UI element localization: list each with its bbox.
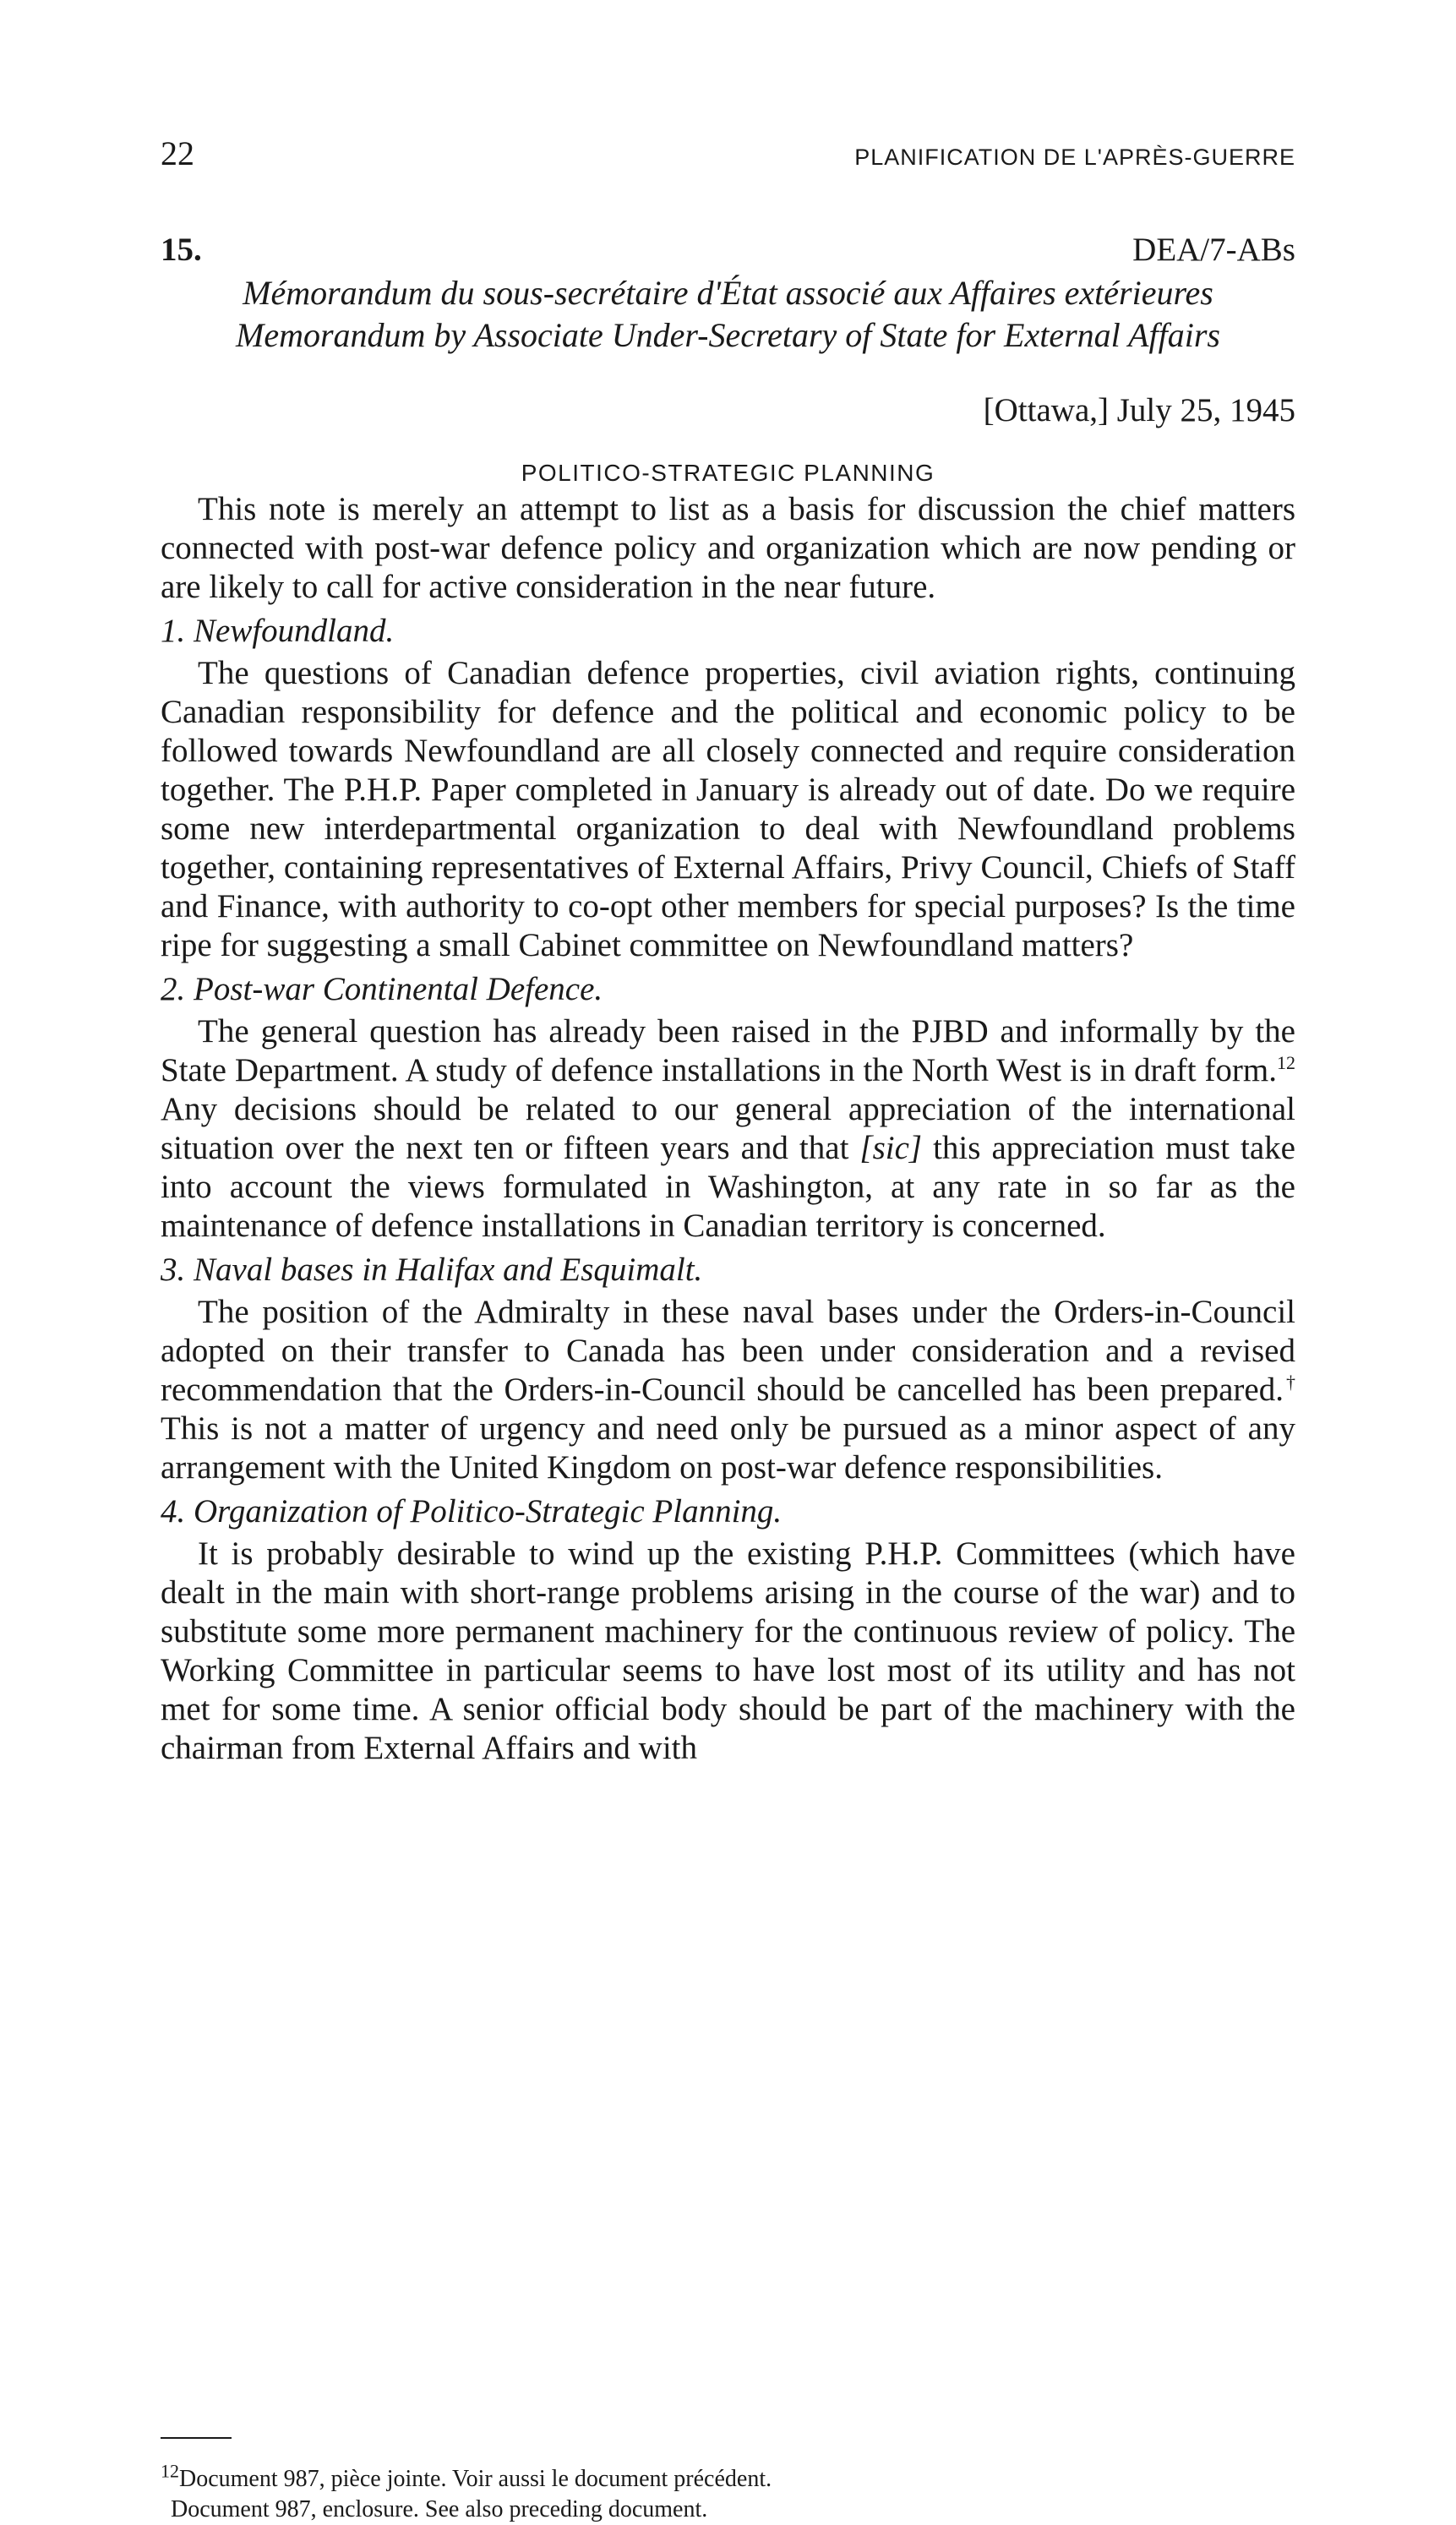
document-title-en: Memorandum by Associate Under-Secretary of State for External Affairs — [236, 316, 1220, 354]
document-line — [161, 228, 1295, 272]
section-heading-organization: 4. Organization of Politico-Strategic Planning. — [161, 1493, 783, 1530]
footnotes — [161, 2460, 1295, 2525]
text-segment: This is not a matter of urgency and need only be pursued as a minor aspect of any arrangement with the United Kingdom on post-war defence responsibilities. — [161, 1410, 1295, 1486]
footnote-en: Document 987, enclosure. See also preceding document. — [171, 2496, 708, 2522]
footnote-fr-text: Document 987, pièce jointe. Voir aussi le document précédent. — [179, 2466, 772, 2492]
text-segment: this appreciation must take into account the views formulated in Washington, at any rate in so far as the maintenance of defence installations in Canadian territory is concerned. — [161, 1130, 1295, 1244]
document-body — [161, 228, 1295, 1768]
text-segment: The position of the Admiralty in these naval bases under the Orders-in-Council adopted on their transfer to Canada has been under consideration and a revised recommendation that the Orders-in-Council should be cancelled has been prepared. — [161, 1294, 1295, 1408]
intro-paragraph: This note is merely an attempt to list as a basis for discussion the chief matters connected with post-war defence policy and organization which are now pending or are likely to call for active consideration in the near future. — [161, 491, 1295, 605]
document-number: 15. — [161, 232, 202, 268]
section-heading-naval-bases: 3. Naval bases in Halifax and Esquimalt. — [161, 1252, 703, 1288]
sic-mark: [sic] — [859, 1130, 923, 1166]
section-text-organization: It is probably desirable to wind up the existing P.H.P. Committees (which have dealt in the main with short-range problems arising in the course of the war) and to substitute some more permanent machinery for the continuous review of policy. The Working Committee in particular seems to have lost most of its utility and has not met for some time. A senior official body should be part of the machinery with the chairman from External Affairs and with — [161, 1535, 1295, 1766]
page-header — [161, 134, 1295, 173]
section-heading-newfoundland: 1. Newfoundland. — [161, 613, 395, 649]
page-number: 22 — [161, 134, 194, 172]
document-title-fr: Mémorandum du sous-secrétaire d'État associé aux Affaires extérieures — [243, 274, 1213, 312]
section-text-newfoundland: The questions of Canadian defence properties, civil aviation rights, continuing Canadian responsibility for defence and the political and economic policy to be followed towards Newfoundland are all closely connected and require consideration together. The P.H.P. Paper completed in January is already out of date. Do we require some new interdepartmental organization to deal with Newfoundland problems together, containing representatives of External Affairs, Privy Council, Chiefs of Staff and Finance, with authority to co-opt other members for special purposes? Is the time ripe for suggesting a small Cabinet committee on Newfoundland matters? — [161, 655, 1295, 963]
text-segment: Any decisions should be related to our general appreciation of the international situation over the next ten or fifteen years and that — [161, 1091, 1295, 1166]
file-reference: DEA/7-ABs — [1132, 232, 1295, 268]
footnote-mark: 12 — [161, 2460, 179, 2482]
section-heading-continental-defence: 2. Post-war Continental Defence. — [161, 971, 603, 1007]
footnote-fr — [161, 2460, 1295, 2495]
running-head: PLANIFICATION DE L'APRÈS-GUERRE — [854, 145, 1295, 170]
text-segment: The general question has already been raised in the PJBD and informally by the State Department. A study of defence installations in the North West is in draft form. — [161, 1013, 1295, 1088]
section-text-naval-bases — [161, 1293, 1295, 1487]
subject-heading: POLITICO-STRATEGIC PLANNING — [521, 460, 935, 486]
section-text-continental-defence — [161, 1012, 1295, 1246]
dagger-mark: † — [1283, 1372, 1295, 1393]
place-date: [Ottawa,] July 25, 1945 — [983, 392, 1295, 428]
footnote-rule — [161, 2437, 232, 2439]
footnote-mark: 12 — [1277, 1052, 1295, 1073]
